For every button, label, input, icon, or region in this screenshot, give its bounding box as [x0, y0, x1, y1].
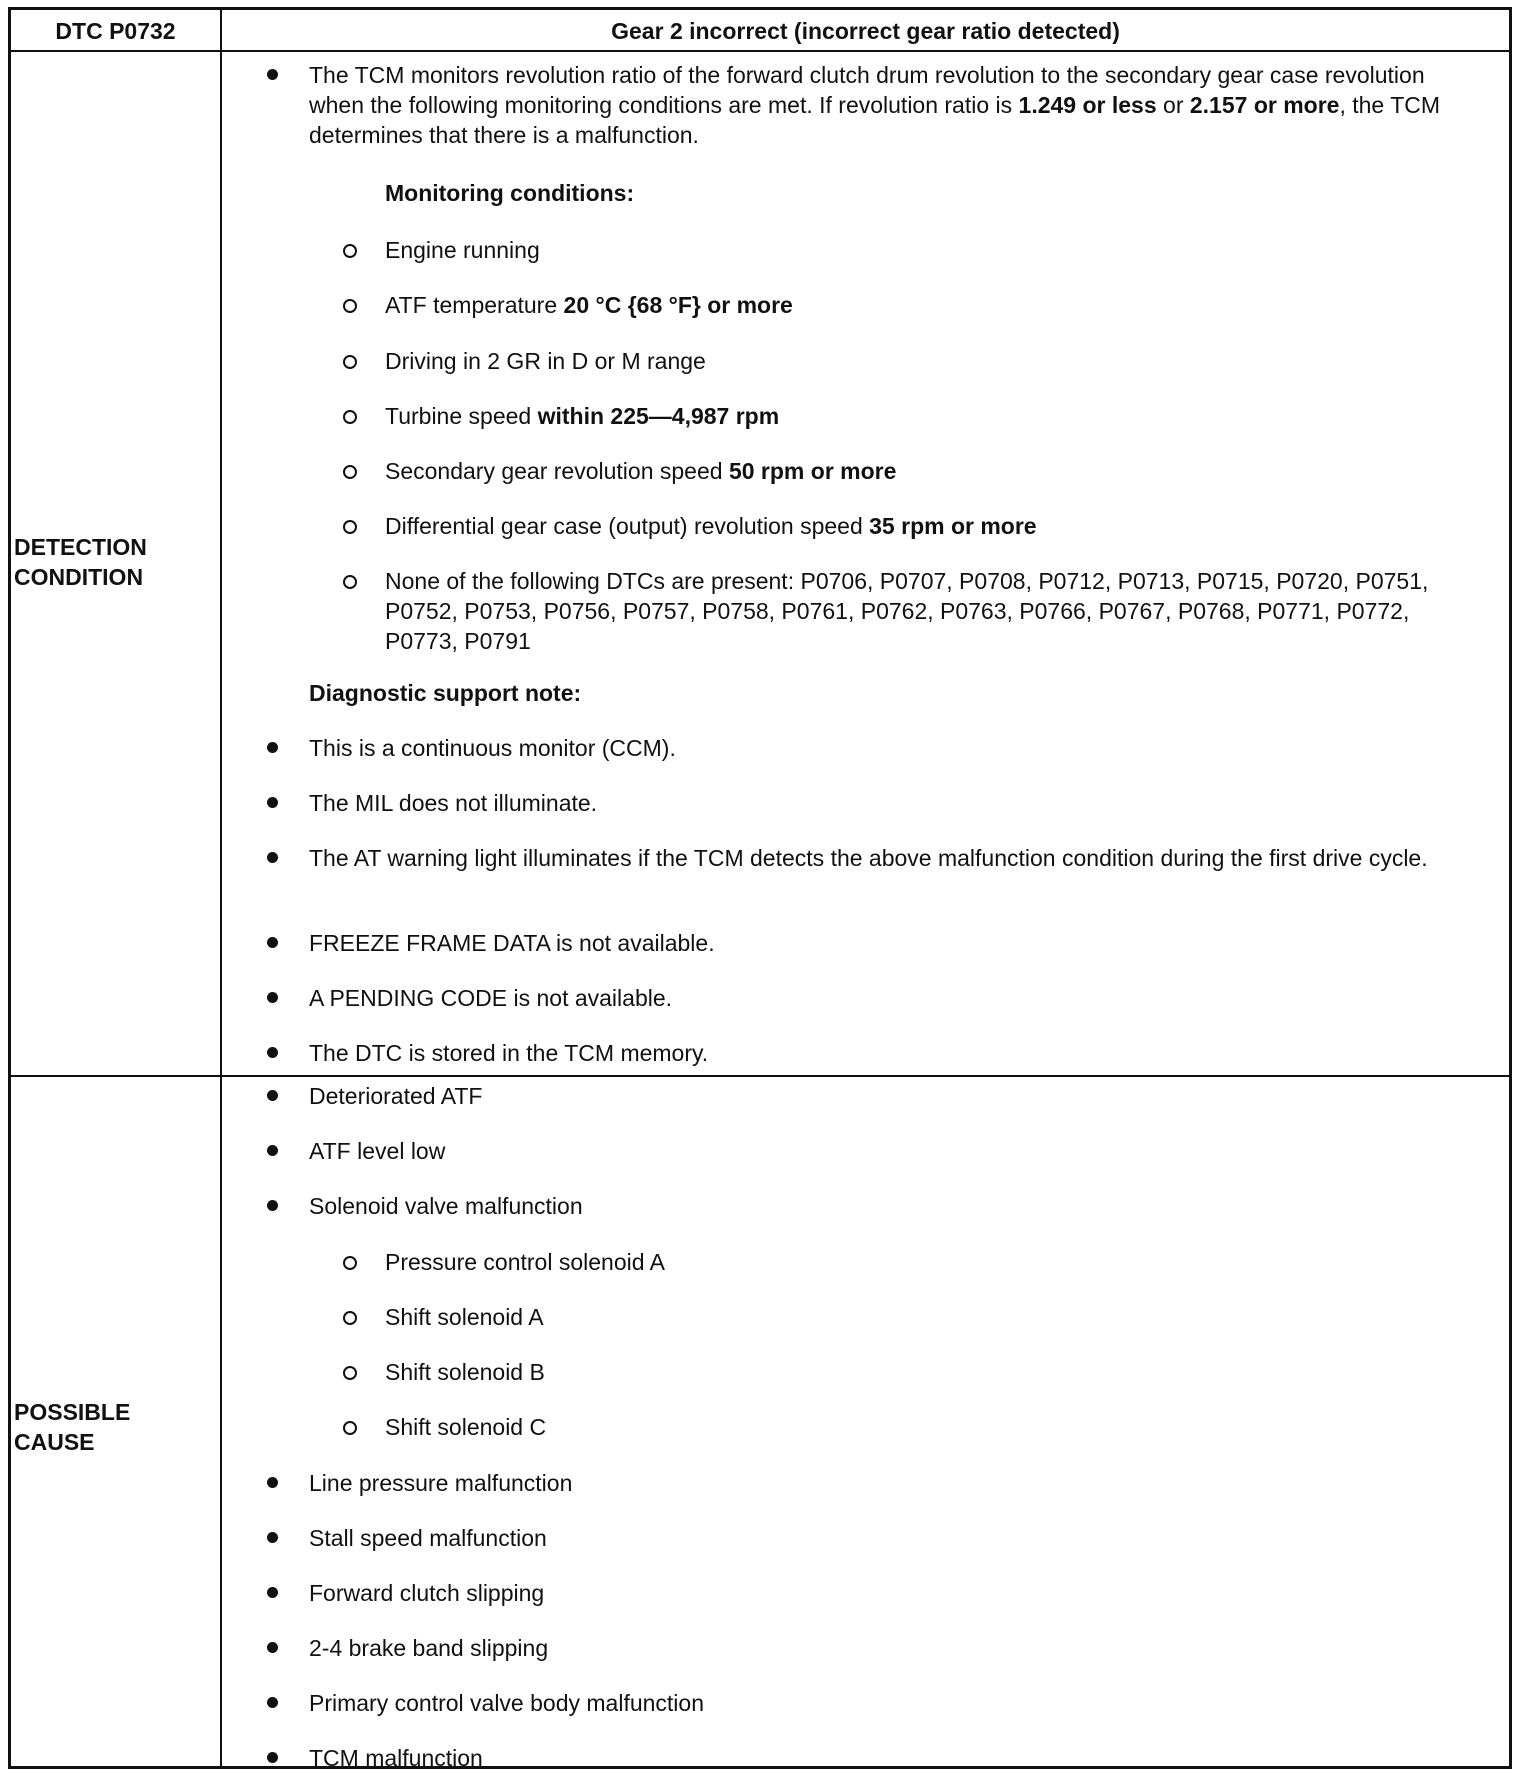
detection-condition-label: [14, 532, 147, 592]
circle-bullet-icon: [343, 1366, 357, 1380]
circle-bullet-icon: [343, 410, 357, 424]
dtc-table: DTC P0732 Gear 2 incorrect (incorrect gear ratio detected) DETECTION CONDITION The TCM monitors revolution ratio of the forward clutch drum revolution to the secondary gear case revolution when the following monitoring conditions are met. If revolution ratio is 1.249 or less or 2.157 or more, the TCM determines that there is a malfunction. Monitoring conditions: Engine running ATF temperature 20 °C {68 °F} or more Driving in 2 GR in D or M range Turbine speed within 225—4,987 rpm Secondary gear revolution speed 50 rpm or more Differential gear case (output) revolution speed 35 rpm or more None of the following DTCs are present: P0706, P0707, P0708, P0712, P0713, P0715, P0720, P0751, P0752, P0753, P0756, P0757, P0758, P0761, P0762, P0763, P0766, P0767, P0768, P0771, P0772, P0773, P0791 Diagnostic support note: This is a continuous monitor (CCM). The MIL does not illuminate. The AT warning light illuminates if the TCM detects the above malfunction condition during the first drive cycle. FREEZE FRAME DATA is not available. A PENDING CODE is not available. The DTC is stored in the TCM memory. POSSIBLE CAUSE Deteriorated ATF ATF level low Solenoid valve malfunction Pressure control solenoid A Shift solenoid A Shift solenoid B Shift solenoid C Line pressure malfunction Stall speed malfunction Forward clutch slipping 2-4 brake band slipping Primary control valve body malfunction TCM malfunction: [8, 7, 1512, 1769]
bullet-icon: [267, 1642, 278, 1653]
column-divider: [220, 10, 222, 1766]
detection-label-line2: CONDITION: [14, 564, 144, 590]
circle-bullet-icon: [343, 355, 357, 369]
cause-label-line1: POSSIBLE: [14, 1399, 131, 1425]
circle-bullet-icon: [343, 520, 357, 534]
diagnostic-support-heading: Diagnostic support note:: [309, 680, 582, 706]
bullet-icon: [267, 1752, 278, 1763]
monitoring-conditions-heading: Monitoring conditions:: [385, 180, 635, 206]
bullet-icon: [267, 1697, 278, 1708]
bullet-icon: [267, 1587, 278, 1598]
circle-bullet-icon: [343, 244, 357, 258]
possible-cause-label: [14, 1397, 130, 1457]
detection-label-line1: DETECTION: [14, 534, 147, 560]
bullet-icon: [267, 852, 278, 863]
circle-bullet-icon: [343, 1311, 357, 1325]
bullet-icon: [267, 1145, 278, 1156]
row-divider: [11, 1075, 1509, 1077]
bullet-icon: [267, 797, 278, 808]
dtc-title-header: Gear 2 incorrect (incorrect gear ratio detected): [611, 17, 1120, 44]
circle-bullet-icon: [343, 1421, 357, 1435]
intro-text: The TCM monitors revolution ratio of the forward clutch drum revolution to the secondary gear case revolution when the following monitoring conditions are met. If revolution ratio is 1.249 or less or 2.157 or more, the TCM determines that there is a malfunction.: [309, 62, 1441, 148]
bullet-icon: [267, 1200, 278, 1211]
circle-bullet-icon: [343, 299, 357, 313]
circle-bullet-icon: [343, 1256, 357, 1270]
cause-label-line2: CAUSE: [14, 1429, 95, 1455]
bullet-icon: [267, 1532, 278, 1543]
dtc-code-header: DTC P0732: [55, 17, 176, 44]
bullet-icon: [267, 1090, 278, 1101]
bullet-icon: [267, 1047, 278, 1058]
bullet-icon: [267, 937, 278, 948]
circle-bullet-icon: [343, 575, 357, 589]
circle-bullet-icon: [343, 465, 357, 479]
bullet-icon: [267, 1477, 278, 1488]
bullet-icon: [267, 992, 278, 1003]
header-divider: [11, 50, 1509, 52]
bullet-icon: [267, 742, 278, 753]
bullet-icon: [267, 69, 278, 80]
